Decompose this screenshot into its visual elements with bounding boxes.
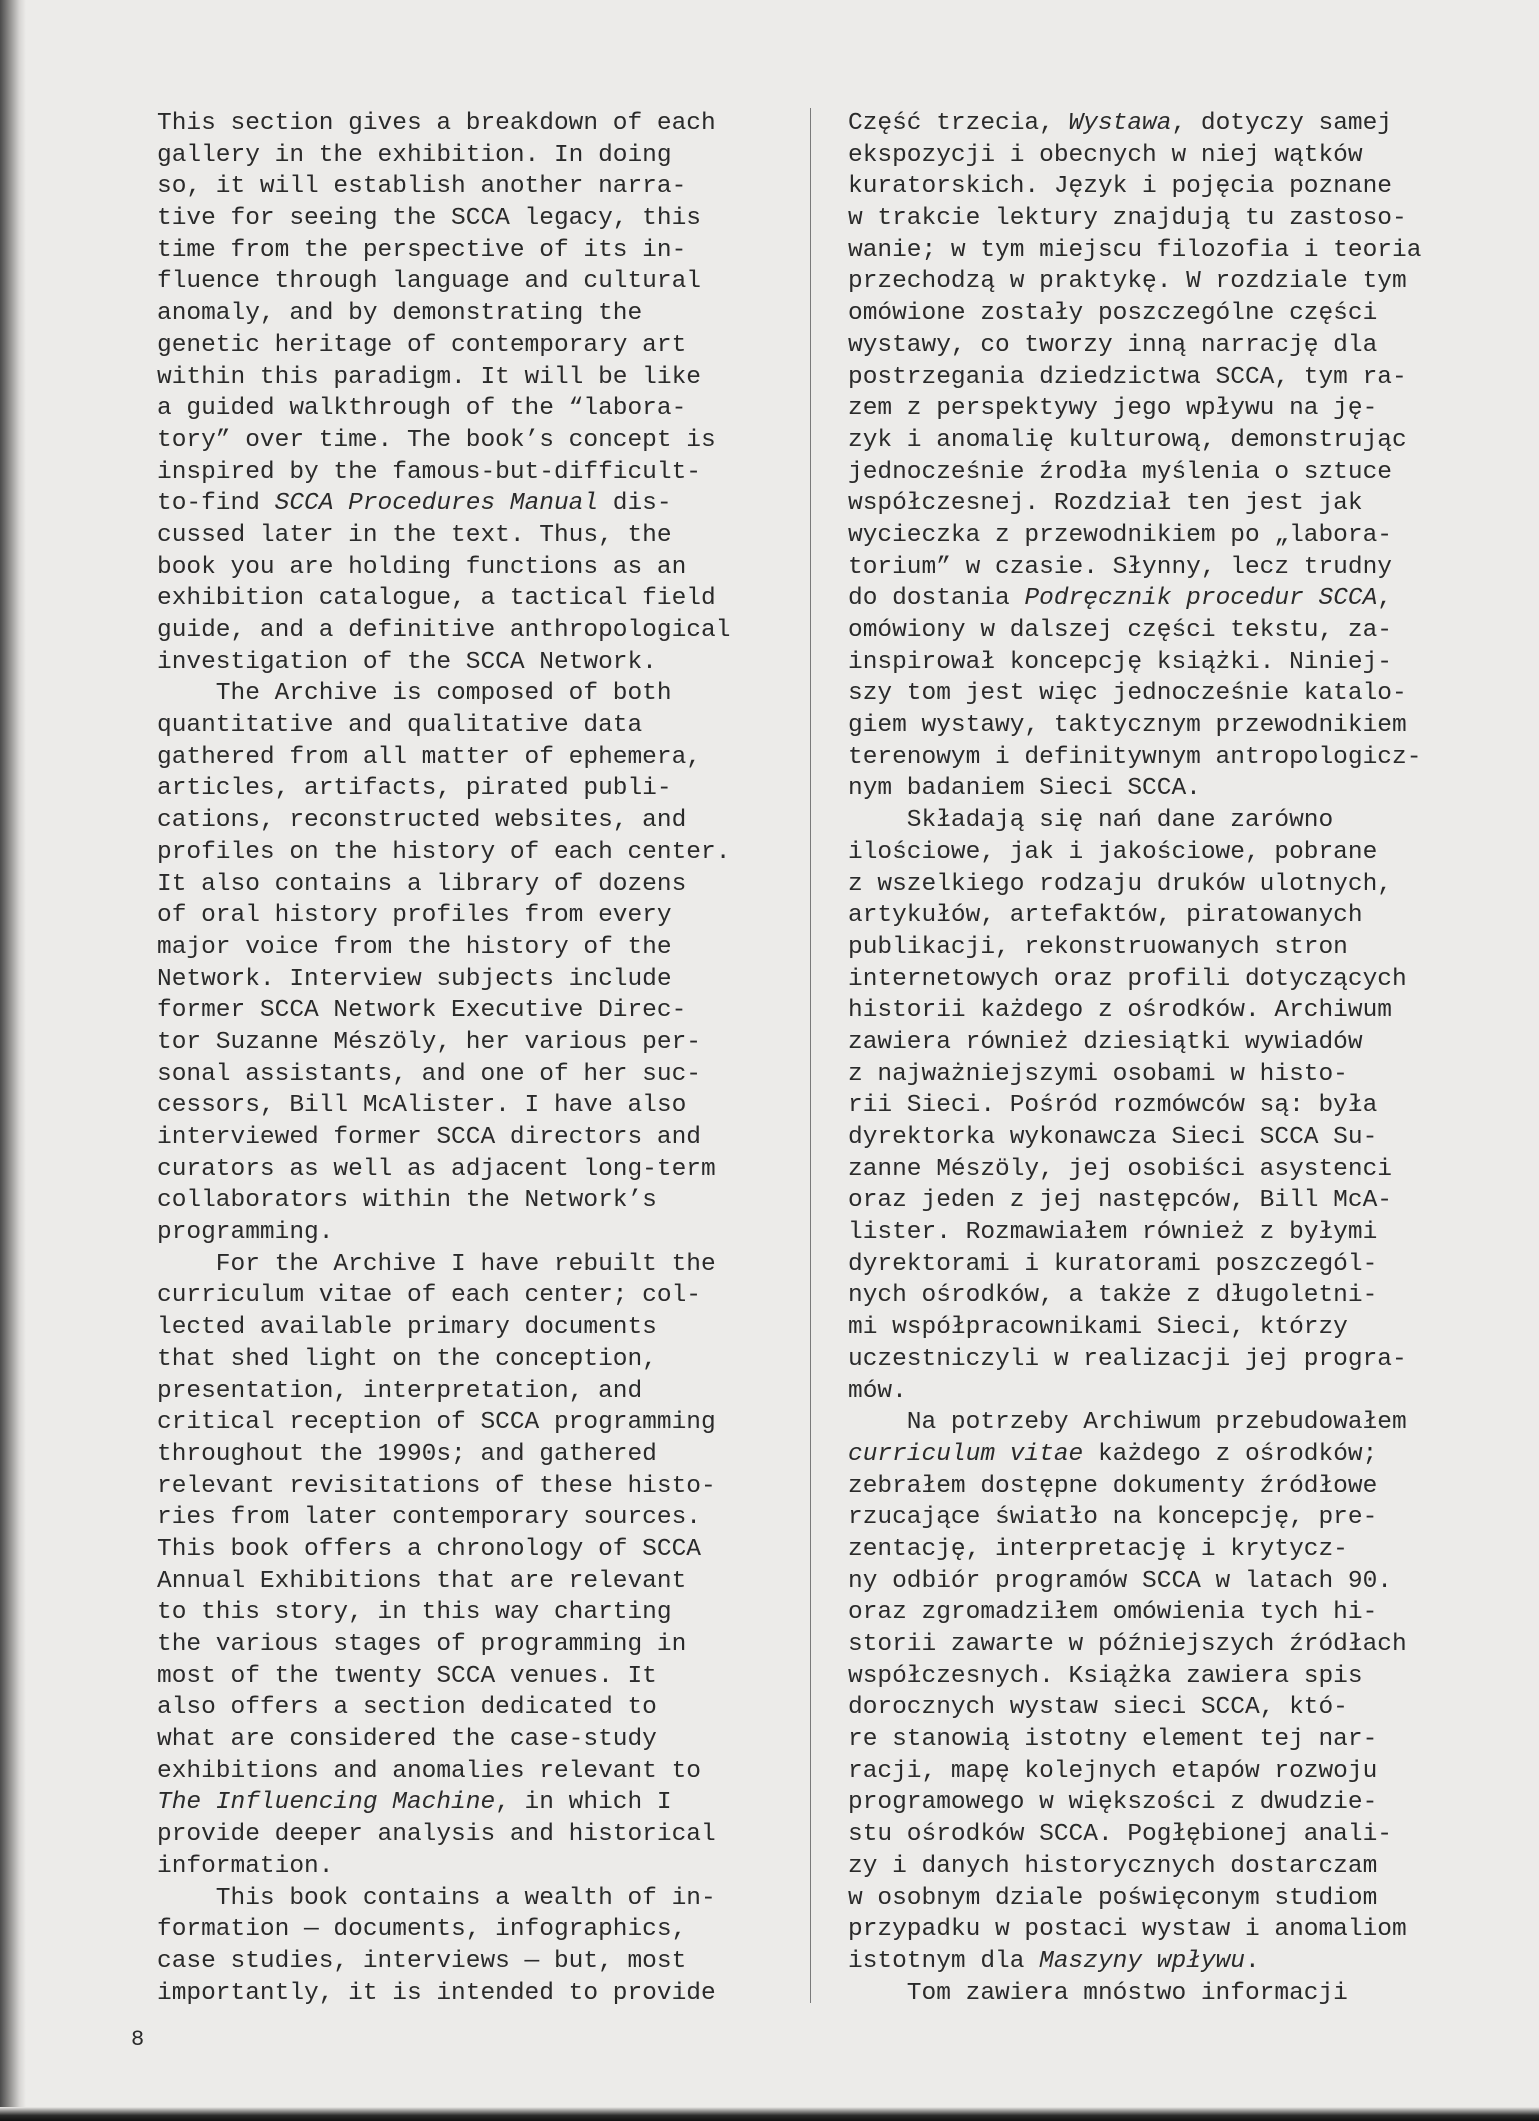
text-line: so, it will establish another narra- bbox=[157, 173, 687, 201]
text-line: curriculum vitae of each center; col- bbox=[157, 1282, 701, 1310]
text-line: oraz jeden z jej następców, Bill McA- bbox=[848, 1187, 1392, 1215]
text-line: Network. Interview subjects include bbox=[157, 965, 672, 993]
text-line: zem z perspektywy jego wpływu na ję- bbox=[848, 395, 1378, 423]
text-line: This book offers a chronology of SCCA bbox=[157, 1535, 701, 1563]
text-line: tor Suzanne Mészöly, her various per- bbox=[157, 1028, 701, 1056]
text-line: zebrałem dostępne dokumenty źródłowe bbox=[848, 1472, 1378, 1500]
text-line: The Archive is composed of both bbox=[157, 680, 672, 708]
text-line: to-find SCCA Procedures Manual dis- bbox=[157, 490, 672, 518]
text-line: szy tom jest więc jednocześnie katalo- bbox=[848, 680, 1407, 708]
text-line: anomaly, and by demonstrating the bbox=[157, 300, 643, 328]
text-line: programming. bbox=[157, 1219, 334, 1247]
column-divider bbox=[810, 108, 811, 2003]
text-line: stu ośrodków SCCA. Pogłębionej anali- bbox=[848, 1821, 1392, 1849]
text-line: inspirował koncepcję książki. Niniej- bbox=[848, 648, 1392, 676]
text-line: This book contains a wealth of in- bbox=[157, 1884, 716, 1912]
text-line: w trakcie lektury znajdują tu zastoso- bbox=[848, 205, 1407, 233]
text-line: uczestniczyli w realizacji jej progra- bbox=[848, 1345, 1407, 1373]
text-line: Annual Exhibitions that are relevant bbox=[157, 1567, 687, 1595]
text-line: gathered from all matter of ephemera, bbox=[157, 743, 701, 771]
text-line: terenowym i definitywnym antropologicz- bbox=[848, 743, 1422, 771]
text-line: inspired by the famous-but-difficult- bbox=[157, 458, 701, 486]
text-line: what are considered the case-study bbox=[157, 1726, 657, 1754]
text-line: quantitative and qualitative data bbox=[157, 712, 643, 740]
text-line: interviewed former SCCA directors and bbox=[157, 1124, 701, 1151]
text-line: programowego w większości z dwudzie- bbox=[848, 1789, 1378, 1817]
text-line: the various stages of programming in bbox=[157, 1631, 687, 1658]
text-line: dyrektorami i kuratorami poszczegól- bbox=[848, 1250, 1378, 1278]
text-line: lister. Rozmawiałem również z byłymi bbox=[848, 1219, 1378, 1247]
text-line: cessors, Bill McAlister. I have also bbox=[157, 1092, 687, 1120]
text-line: racji, mapę kolejnych etapów rozwoju bbox=[848, 1757, 1378, 1785]
text-line: jednocześnie źrodła myślenia o sztuce bbox=[848, 458, 1392, 486]
text-line: kuratorskich. Język i pojęcia poznane bbox=[848, 173, 1392, 201]
text-line: major voice from the history of the bbox=[157, 933, 672, 961]
text-line: former SCCA Network Executive Direc- bbox=[157, 997, 687, 1025]
text-line: dorocznych wystaw sieci SCCA, któ- bbox=[848, 1694, 1348, 1722]
scan-bottom-edge bbox=[0, 2107, 1539, 2121]
text-line: time from the perspective of its in- bbox=[157, 236, 687, 264]
text-line: curriculum vitae każdego z ośrodków; bbox=[848, 1440, 1378, 1468]
text-line: rzucające światło na koncepcję, pre- bbox=[848, 1504, 1378, 1532]
polish-text-column bbox=[848, 108, 1488, 2009]
text-line: nym badaniem Sieci SCCA. bbox=[848, 775, 1201, 803]
text-line: artykułów, artefaktów, piratowanych bbox=[848, 902, 1363, 930]
text-line: zentację, interpretację i krytycz- bbox=[848, 1535, 1348, 1563]
text-line: formation — documents, infographics, bbox=[157, 1916, 687, 1944]
text-line: wanie; w tym miejscu filozofia i teoria bbox=[848, 236, 1422, 264]
text-line: fluence through language and cultural bbox=[157, 268, 701, 296]
text-line: współczesnej. Rozdział ten jest jak bbox=[848, 490, 1363, 518]
text-line: tive for seeing the SCCA legacy, this bbox=[157, 205, 701, 233]
text-line: z wszelkiego rodzaju druków ulotnych, bbox=[848, 870, 1392, 898]
text-line: historii każdego z ośrodków. Archiwum bbox=[848, 997, 1392, 1025]
text-line: giem wystawy, taktycznym przewodnikiem bbox=[848, 712, 1407, 740]
text-line: information. bbox=[157, 1852, 334, 1880]
text-line: investigation of the SCCA Network. bbox=[157, 648, 657, 676]
text-line: most of the twenty SCCA venues. It bbox=[157, 1662, 657, 1690]
text-line: also offers a section dedicated to bbox=[157, 1694, 657, 1722]
text-line: Tom zawiera mnóstwo informacji bbox=[848, 1979, 1348, 2007]
text-line: dyrektorka wykonawcza Sieci SCCA Su- bbox=[848, 1124, 1378, 1151]
text-line: The Influencing Machine, in which I bbox=[157, 1789, 672, 1817]
text-line: sonal assistants, and one of her suc- bbox=[157, 1060, 701, 1088]
text-line: do dostania Podręcznik procedur SCCA, bbox=[848, 585, 1392, 613]
text-line: lected available primary documents bbox=[157, 1314, 657, 1342]
text-line: zyk i anomalię kulturową, demonstrując bbox=[848, 426, 1407, 454]
text-line: zanne Mészöly, jej osobiści asystenci bbox=[848, 1155, 1392, 1183]
text-line: articles, artifacts, pirated publi- bbox=[157, 775, 672, 803]
text-line: publikacji, rekonstruowanych stron bbox=[848, 933, 1348, 961]
text-line: guide, and a definitive anthropological bbox=[157, 617, 731, 644]
text-line: torium” w czasie. Słynny, lecz trudny bbox=[848, 553, 1392, 581]
text-line: profiles on the history of each center. bbox=[157, 838, 731, 866]
text-line: This section gives a breakdown of each bbox=[157, 110, 716, 137]
text-line: Część trzecia, Wystawa, dotyczy samej bbox=[848, 110, 1393, 137]
text-line: przypadku w postaci wystaw i anomaliom bbox=[848, 1916, 1407, 1944]
text-line: cations, reconstructed websites, and bbox=[157, 807, 687, 835]
text-line: ries from later contemporary sources. bbox=[157, 1504, 701, 1532]
text-line: throughout the 1990s; and gathered bbox=[157, 1440, 657, 1468]
text-line: wycieczka z przewodnikiem po „labora- bbox=[848, 521, 1392, 549]
text-line: nych ośrodków, a także z długoletni- bbox=[848, 1282, 1378, 1310]
page-number: 8 bbox=[131, 2027, 145, 2052]
text-line: zawiera również dziesiątki wywiadów bbox=[848, 1028, 1363, 1056]
text-line: that shed light on the conception, bbox=[157, 1345, 657, 1373]
text-line: re stanowią istotny element tej nar- bbox=[848, 1726, 1378, 1754]
text-line: z najważniejszymi osobami w histo- bbox=[848, 1060, 1348, 1088]
text-line: curators as well as adjacent long-term bbox=[157, 1155, 716, 1183]
text-line: storii zawarte w późniejszych źródłach bbox=[848, 1631, 1407, 1658]
text-line: exhibition catalogue, a tactical field bbox=[157, 585, 716, 613]
text-line: współczesnych. Książka zawiera spis bbox=[848, 1662, 1363, 1690]
text-line: importantly, it is intended to provide bbox=[157, 1979, 716, 2007]
text-line: to this story, in this way charting bbox=[157, 1599, 672, 1627]
text-line: postrzegania dziedzictwa SCCA, tym ra- bbox=[848, 363, 1407, 391]
text-line: ekspozycji i obecnych w niej wątków bbox=[848, 141, 1363, 169]
text-line: Składają się nań dane zarówno bbox=[848, 807, 1334, 835]
text-line: omówione zostały poszczególne części bbox=[848, 300, 1378, 328]
text-line: mów. bbox=[848, 1377, 907, 1405]
text-line: internetowych oraz profili dotyczących bbox=[848, 965, 1407, 993]
text-line: istotnym dla Maszyny wpływu. bbox=[848, 1947, 1260, 1975]
text-line: Na potrzeby Archiwum przebudowałem bbox=[848, 1409, 1407, 1437]
page-gutter-shadow bbox=[0, 0, 26, 2121]
text-line: of oral history profiles from every bbox=[157, 902, 672, 930]
text-line: przechodzą w praktykę. W rozdziale tym bbox=[848, 268, 1407, 296]
text-line: gallery in the exhibition. In doing bbox=[157, 141, 672, 169]
text-line: ny odbiór programów SCCA w latach 90. bbox=[848, 1567, 1392, 1595]
text-line: book you are holding functions as an bbox=[157, 553, 687, 581]
text-line: w osobnym dziale poświęconym studiom bbox=[848, 1884, 1378, 1912]
text-line: presentation, interpretation, and bbox=[157, 1377, 643, 1405]
text-line: For the Archive I have rebuilt the bbox=[157, 1250, 716, 1278]
text-line: cussed later in the text. Thus, the bbox=[157, 521, 672, 549]
text-line: tory” over time. The book’s concept is bbox=[157, 426, 716, 454]
text-line: provide deeper analysis and historical bbox=[157, 1821, 716, 1849]
text-line: zy i danych historycznych dostarczam bbox=[848, 1852, 1378, 1880]
text-line: collaborators within the Network’s bbox=[157, 1187, 657, 1215]
text-line: ilościowe, jak i jakościowe, pobrane bbox=[848, 838, 1378, 866]
text-line: oraz zgromadziłem omówienia tych hi- bbox=[848, 1599, 1378, 1627]
text-line: exhibitions and anomalies relevant to bbox=[157, 1757, 701, 1785]
text-line: a guided walkthrough of the “labora- bbox=[157, 395, 687, 423]
text-line: case studies, interviews — but, most bbox=[157, 1947, 687, 1975]
text-line: It also contains a library of dozens bbox=[157, 870, 687, 898]
text-line: wystawy, co tworzy inną narrację dla bbox=[848, 331, 1378, 359]
text-line: critical reception of SCCA programming bbox=[157, 1409, 716, 1437]
text-line: rii Sieci. Pośród rozmówców są: była bbox=[848, 1092, 1378, 1120]
text-line: relevant revisitations of these histo- bbox=[157, 1472, 716, 1500]
english-text-column bbox=[157, 108, 797, 2009]
text-line: omówiony w dalszej części tekstu, za- bbox=[848, 617, 1392, 644]
text-line: genetic heritage of contemporary art bbox=[157, 331, 687, 359]
text-line: mi współpracownikami Sieci, którzy bbox=[848, 1314, 1348, 1342]
text-line: within this paradigm. It will be like bbox=[157, 363, 701, 391]
